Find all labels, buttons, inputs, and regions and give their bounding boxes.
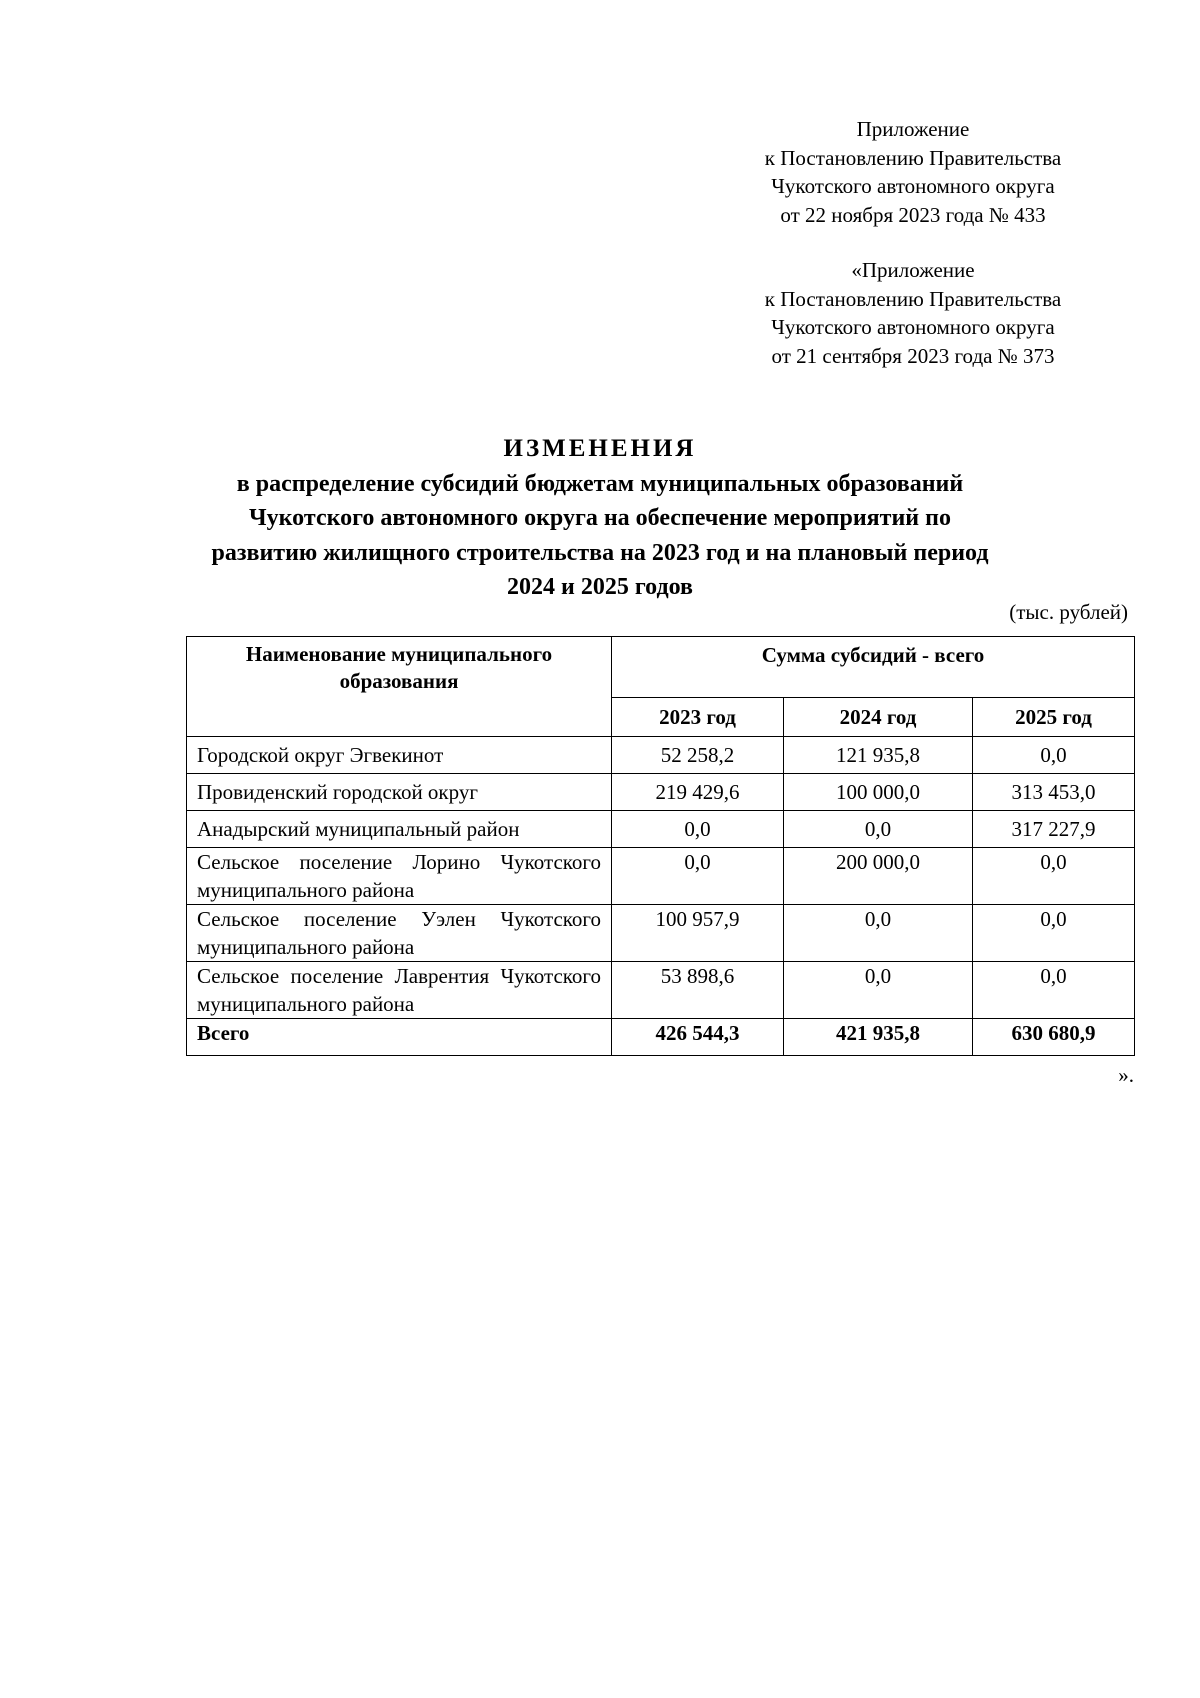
appendix-line: Чукотского автономного округа (771, 174, 1055, 198)
header-year-2024: 2024 год (784, 698, 973, 737)
title-line: 2024 и 2025 годов (507, 574, 693, 600)
total-2025: 630 680,9 (973, 1019, 1135, 1056)
municipality-name: Городской округ Эгвекинот (187, 737, 612, 774)
header-municipality: Наименование муниципального образования (187, 637, 612, 737)
appendix-header-previous (718, 256, 1108, 370)
amount-2024: 0,0 (784, 962, 973, 1019)
appendix-line: Чукотского автономного округа (771, 315, 1055, 339)
table-row (187, 774, 1135, 811)
municipality-name: Сельское поселение Лаврентия Чукотского муниципального района (187, 962, 612, 1019)
table-total-row (187, 1019, 1135, 1056)
amount-2025: 0,0 (973, 962, 1135, 1019)
amount-2025: 0,0 (973, 905, 1135, 962)
amount-2024: 121 935,8 (784, 737, 973, 774)
header-subsidy-total: Сумма субсидий - всего (612, 637, 1135, 698)
appendix-title: «Приложение (851, 258, 975, 282)
total-label: Всего (187, 1019, 612, 1056)
amount-2023: 52 258,2 (612, 737, 784, 774)
header-year-2023: 2023 год (612, 698, 784, 737)
units-label: (тыс. рублей) (1009, 600, 1128, 624)
table-row (187, 962, 1135, 1019)
municipality-name: Анадырский муниципальный район (187, 811, 612, 848)
amount-2023: 219 429,6 (612, 774, 784, 811)
title-line: в распределение субсидий бюджетам муниципальных образований (236, 470, 964, 497)
appendix-date-number: от 21 сентября 2023 года № 373 (771, 343, 1055, 368)
table-row (187, 848, 1135, 905)
amount-2023: 100 957,9 (612, 905, 784, 962)
appendix-date-number: от 22 ноября 2023 года № 433 (780, 202, 1046, 227)
amount-2024: 100 000,0 (784, 774, 973, 811)
amount-2023: 0,0 (612, 811, 784, 848)
appendix-title: Приложение (856, 117, 970, 141)
title-heading: ИЗМЕНЕНИЯ (503, 435, 697, 462)
subsidies-table (186, 636, 1135, 1056)
title-line: Чукотского автономного округа на обеспечение мероприятий по (249, 505, 951, 531)
total-2024: 421 935,8 (784, 1019, 973, 1056)
amount-2025: 313 453,0 (973, 774, 1135, 811)
table-row (187, 905, 1135, 962)
appendix-header-current (718, 115, 1108, 229)
municipality-name: Сельское поселение Лорино Чукотского муниципального района (187, 848, 612, 905)
municipality-name: Сельское поселение Уэлен Чукотского муниципального района (187, 905, 612, 962)
amount-2023: 0,0 (612, 848, 784, 905)
amount-2024: 0,0 (784, 905, 973, 962)
title-line: развитию жилищного строительства на 2023 год и на плановый период (211, 539, 989, 566)
appendix-line: к Постановлению Правительства (764, 145, 1062, 170)
table-header-row (187, 637, 1135, 698)
header-year-2025: 2025 год (973, 698, 1135, 737)
amount-2025: 317 227,9 (973, 811, 1135, 848)
total-2023: 426 544,3 (612, 1019, 784, 1056)
closing-quote: ». (1118, 1063, 1134, 1087)
amount-2025: 0,0 (973, 737, 1135, 774)
table-row (187, 811, 1135, 848)
municipality-name: Провиденский городской округ (187, 774, 612, 811)
amount-2023: 53 898,6 (612, 962, 784, 1019)
amount-2024: 200 000,0 (784, 848, 973, 905)
amount-2024: 0,0 (784, 811, 973, 848)
table-row (187, 737, 1135, 774)
amount-2025: 0,0 (973, 848, 1135, 905)
appendix-line: к Постановлению Правительства (764, 286, 1062, 311)
document-title (150, 432, 1050, 605)
